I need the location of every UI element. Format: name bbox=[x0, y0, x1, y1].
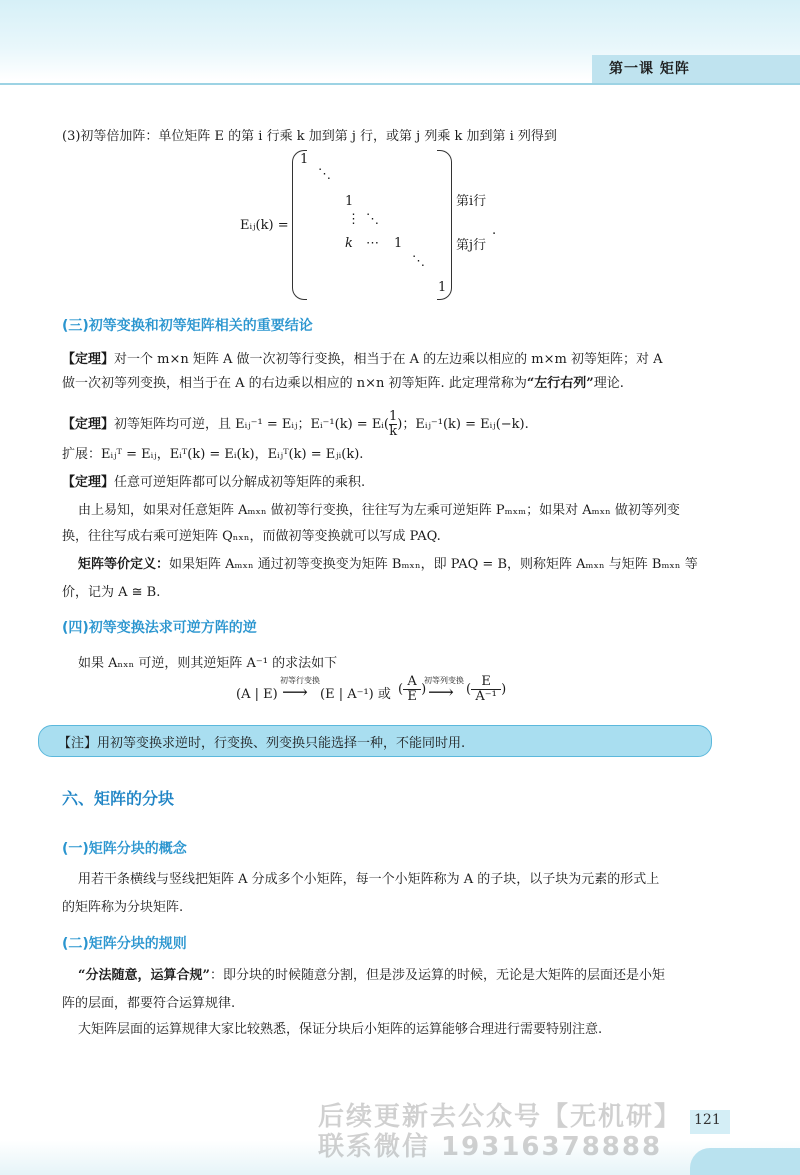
rule-line-2: 阵的层面，都要符合运算规律. bbox=[62, 996, 236, 1011]
stack-E-over-Ainv bbox=[471, 675, 501, 704]
matrix-entry-k: k bbox=[345, 236, 353, 251]
arrow-icon: ⟶ bbox=[282, 682, 308, 703]
matrix-diag-dots: ⋱ bbox=[412, 254, 425, 269]
rule-quote: “分法随意，运算合规” bbox=[78, 968, 210, 983]
matrix-diag-dots: ⋱ bbox=[366, 212, 379, 227]
rule-line-3: 大矩阵层面的运算规律大家比较熟悉，保证分块后小矩阵的运算能够合理进行需要特别注意. bbox=[78, 1022, 603, 1037]
matrix-diag-dots: ⋱ bbox=[318, 167, 331, 182]
block-def-line-1: 用若干条横线与竖线把矩阵 A 分成多个小矩阵，每一个小矩阵称为 A 的子块，以子块为元素的形式上 bbox=[78, 872, 660, 887]
theorem-3 bbox=[62, 474, 365, 492]
formula-left: (A | E) bbox=[236, 687, 278, 702]
equivalence-def-line-1 bbox=[78, 556, 698, 574]
theorem-1-text-a: 对一个 m×n 矩阵 A 做一次初等行变换，相当于在 A 的左边乘以相应的 m×m 初等矩阵；对 A bbox=[114, 352, 663, 367]
theorem-1-text-b: 做一次初等列变换，相当于在 A 的右边乘以相应的 n×n 初等矩阵. 此定理常称为 bbox=[62, 376, 527, 391]
inverse-intro: 如果 Aₙₓₙ 可逆，则其逆矩阵 A⁻¹ 的求法如下 bbox=[78, 656, 338, 671]
paragraph-line: 由上易知，如果对任意矩阵 Aₘₓₙ 做初等行变换，往往写为左乘可逆矩阵 Pₘₓₘ；如果对 Aₘₓₙ 做初等列变 bbox=[78, 503, 680, 518]
matrix-entry: 1 bbox=[394, 236, 403, 251]
matrix-entry: 1 bbox=[438, 280, 447, 295]
formula-mid: (E | A⁻¹) 或 bbox=[320, 687, 391, 702]
extension-line: 扩展：Eᵢⱼᵀ = Eᵢⱼ，Eᵢᵀ(k) = Eᵢ(k)，Eᵢⱼᵀ(k) = Eⱼᵢ(k). bbox=[62, 447, 364, 462]
section-heading-3: (三)初等变换和初等矩阵相关的重要结论 bbox=[62, 318, 313, 334]
matrix-entry: 1 bbox=[345, 194, 354, 209]
header-rule bbox=[0, 83, 800, 85]
theorem-1-line-2 bbox=[62, 375, 624, 393]
matrix-entry: 1 bbox=[300, 152, 309, 167]
theorem-2-text-b: ；Eᵢⱼ⁻¹(k) = Eᵢⱼ(−k). bbox=[402, 417, 529, 432]
subsection-heading-6-2: (二)矩阵分块的规则 bbox=[62, 936, 187, 952]
rule-text: ：即分块的时候随意分割，但是涉及运算的时候，无论是大矩阵的层面还是小矩 bbox=[209, 968, 665, 983]
page-number: 121 bbox=[694, 1112, 721, 1128]
matrix-lhs: Eᵢⱼ(k) = bbox=[240, 218, 289, 233]
chapter-title: 第一课 矩阵 bbox=[609, 61, 690, 77]
theorem-tag: 【定理】 bbox=[62, 352, 115, 367]
rule-line-1 bbox=[78, 967, 665, 985]
theorem-tag: 【定理】 bbox=[62, 475, 115, 490]
equivalence-def-line-2: 价，记为 A ≅ B. bbox=[62, 585, 161, 600]
theorem-2: 【定理】初等矩阵均可逆，且 Eᵢⱼ⁻¹ = Eᵢⱼ；Eᵢ⁻¹(k) = Eᵢ( $\frac{1}{k}$ )；Eᵢⱼ⁻¹(k) = Eᵢⱼ(−k). bbox=[62, 409, 529, 439]
formula-stack-1: ( $\frac{A}{E}$ ) bbox=[398, 674, 427, 704]
stack-top: A bbox=[403, 675, 421, 690]
def-text: 如果矩阵 Aₘₓₙ 通过初等变换变为矩阵 Bₘₓₙ，即 PAQ = B，则称矩阵 Aₘₓₙ 与矩阵 Bₘₓₙ 等 bbox=[169, 557, 698, 572]
col-op-label: 初等列变换 bbox=[424, 676, 464, 685]
section-heading-4: (四)初等变换法求可逆方阵的逆 bbox=[62, 620, 257, 636]
theorem-tag: 【定理】 bbox=[62, 417, 115, 432]
paragraph-line: 换，往往写成右乘可逆矩阵 Qₙₓₙ，而做初等变换就可以写成 PAQ. bbox=[62, 529, 441, 544]
row-op-label: 初等行变换 bbox=[280, 676, 320, 685]
theorem-1-line-1 bbox=[62, 351, 663, 369]
fraction-one-over-k bbox=[389, 410, 397, 439]
elementary-addition-intro: (3)初等倍加阵：单位矩阵 E 的第 i 行乘 k 加到第 j 行，或第 j 列乘 k 加到第 i 列得到 bbox=[62, 129, 557, 144]
fraction-denominator: k bbox=[389, 424, 398, 439]
stack-A-over-E bbox=[403, 675, 421, 704]
arrow-icon: ⟶ bbox=[428, 682, 454, 703]
watermark-line-2: 联系微信 19316378888 bbox=[318, 1132, 663, 1162]
stack-bottom: A⁻¹ bbox=[475, 689, 497, 704]
theorem-2-text-a: 初等矩阵均可逆，且 Eᵢⱼ⁻¹ = Eᵢⱼ；Eᵢ⁻¹(k) = Eᵢ bbox=[114, 417, 384, 432]
note-text: 【注】用初等变换求逆时，行变换、列变换只能选择一种，不能同时用. bbox=[58, 736, 466, 751]
watermark-line-1: 后续更新去公众号【无机研】 bbox=[318, 1102, 683, 1132]
matrix-period: . bbox=[492, 223, 497, 238]
block-def-line-2: 的矩阵称为分块矩阵. bbox=[62, 900, 184, 915]
matrix-left-paren bbox=[292, 150, 307, 300]
theorem-3-text: 任意可逆矩阵都可以分解成初等矩阵的乘积. bbox=[114, 475, 366, 490]
def-label: 矩阵等价定义： bbox=[78, 557, 170, 572]
matrix-hdots: ⋯ bbox=[366, 236, 379, 251]
matrix-vdots: ⋮ bbox=[347, 212, 360, 227]
subsection-heading-6-1: (一)矩阵分块的概念 bbox=[62, 841, 187, 857]
row-i-label: 第i行 bbox=[456, 194, 487, 209]
stack-bottom: E bbox=[407, 689, 417, 704]
footer-corner bbox=[690, 1148, 800, 1175]
row-j-label: 第j行 bbox=[456, 238, 487, 253]
left-row-right-col-quote: “左行右列” bbox=[526, 376, 594, 391]
fraction-numerator: 1 bbox=[389, 409, 398, 424]
formula-stack-2: ( $\frac{E}{\text{A⁻¹}}$ ) bbox=[466, 674, 507, 704]
theorem-1-text-c: 理论. bbox=[593, 376, 624, 391]
matrix-right-paren bbox=[437, 150, 452, 300]
stack-top: E bbox=[471, 675, 501, 690]
section-heading-6: 六、矩阵的分块 bbox=[62, 789, 175, 808]
